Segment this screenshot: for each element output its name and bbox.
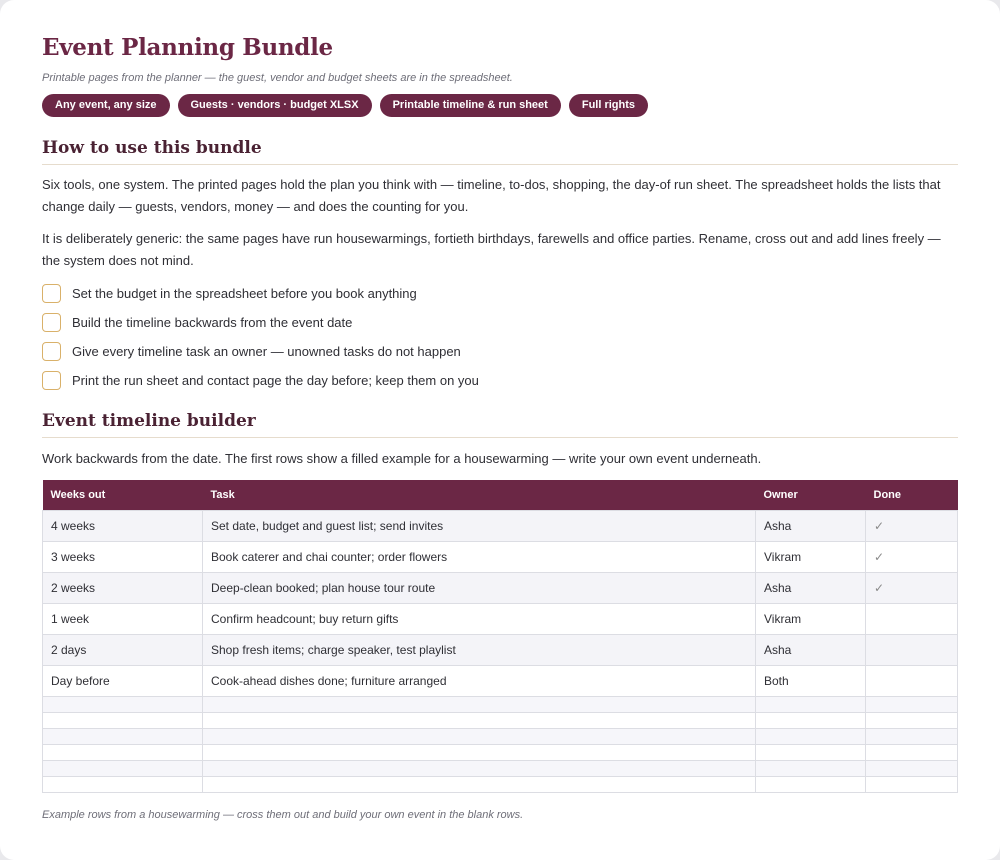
- table-row: [43, 603, 958, 634]
- blank-row: [43, 760, 958, 776]
- weeks-cell: 2 weeks: [43, 572, 203, 603]
- column-header-weeks: Weeks out: [43, 480, 203, 510]
- owner-cell: Asha: [756, 572, 866, 603]
- checklist-label: Set the budget in the spreadsheet before you book anything: [72, 286, 417, 301]
- checklist-item[interactable]: [42, 279, 958, 308]
- page-title: Event Planning Bundle: [42, 34, 333, 61]
- table-row: [43, 541, 958, 572]
- task-cell: Shop fresh items; charge speaker, test playlist: [203, 634, 756, 665]
- timeline-intro: Work backwards from the date. The first rows show a filled example for a housewarming — write your own event underneath.: [42, 451, 762, 466]
- feature-chips: [42, 94, 958, 117]
- owner-cell: Asha: [756, 510, 866, 541]
- task-cell: Deep-clean booked; plan house tour route: [203, 572, 756, 603]
- table-row: [43, 634, 958, 665]
- owner-cell: Asha: [756, 634, 866, 665]
- column-header-owner: Owner: [756, 480, 866, 510]
- chip-printable: Printable timeline & run sheet: [380, 94, 561, 117]
- weeks-cell: Day before: [43, 665, 203, 696]
- blank-row: [43, 776, 958, 792]
- table-footnote: Example rows from a housewarming — cross them out and build your own event in the blank rows.: [42, 808, 524, 821]
- owner-cell: Vikram: [756, 541, 866, 572]
- weeks-cell: 1 week: [43, 603, 203, 634]
- checklist-item[interactable]: [42, 366, 958, 395]
- weeks-cell: 2 days: [43, 634, 203, 665]
- blank-row: [43, 696, 958, 712]
- task-cell: Set date, budget and guest list; send invites: [203, 510, 756, 541]
- checklist-item[interactable]: [42, 337, 958, 366]
- done-cell: ✓: [866, 510, 958, 541]
- table-row: [43, 665, 958, 696]
- how-to-paragraph: It is deliberately generic: the same pages have run housewarmings, fortieth birthdays, farewells and office parties. Rename, cross out and add lines freely — the system does not mind.: [42, 231, 941, 268]
- checkbox[interactable]: [42, 342, 61, 361]
- done-cell: [866, 665, 958, 696]
- task-cell: Confirm headcount; buy return gifts: [203, 603, 756, 634]
- blank-row: [43, 712, 958, 728]
- task-cell: Book caterer and chai counter; order flowers: [203, 541, 756, 572]
- chip-any-event: Any event, any size: [42, 94, 170, 117]
- done-cell: [866, 634, 958, 665]
- timeline-heading: Event timeline builder: [42, 411, 958, 438]
- checklist-label: Give every timeline task an owner — unowned tasks do not happen: [72, 344, 461, 359]
- checkbox[interactable]: [42, 284, 61, 303]
- task-cell: Cook-ahead dishes done; furniture arranged: [203, 665, 756, 696]
- checklist: [42, 279, 958, 395]
- page-subtitle: Printable pages from the planner — the guest, vendor and budget sheets are in the spreadsheet.: [42, 72, 513, 84]
- done-cell: [866, 603, 958, 634]
- checklist-item[interactable]: [42, 308, 958, 337]
- chip-spreadsheet: Guests · vendors · budget XLSX: [178, 94, 372, 117]
- checkbox[interactable]: [42, 313, 61, 332]
- table-row: [43, 572, 958, 603]
- done-cell: ✓: [866, 572, 958, 603]
- weeks-cell: 4 weeks: [43, 510, 203, 541]
- owner-cell: Vikram: [756, 603, 866, 634]
- checklist-label: Build the timeline backwards from the event date: [72, 315, 353, 330]
- done-cell: ✓: [866, 541, 958, 572]
- blank-row: [43, 744, 958, 760]
- table-row: [43, 510, 958, 541]
- weeks-cell: 3 weeks: [43, 541, 203, 572]
- column-header-done: Done: [866, 480, 958, 510]
- table-header-row: [43, 480, 958, 510]
- owner-cell: Both: [756, 665, 866, 696]
- checklist-label: Print the run sheet and contact page the day before; keep them on you: [72, 373, 479, 388]
- column-header-task: Task: [203, 480, 756, 510]
- how-to-heading: How to use this bundle: [42, 138, 958, 165]
- how-to-paragraph: Six tools, one system. The printed pages hold the plan you think with — timeline, to-dos, shopping, the day-of run sheet. The spreadsheet holds the lists that change daily — guests, vendors, money — and does the counting for you.: [42, 177, 941, 214]
- blank-row: [43, 728, 958, 744]
- chip-rights: Full rights: [569, 94, 648, 117]
- timeline-table: [42, 480, 958, 793]
- checkbox[interactable]: [42, 371, 61, 390]
